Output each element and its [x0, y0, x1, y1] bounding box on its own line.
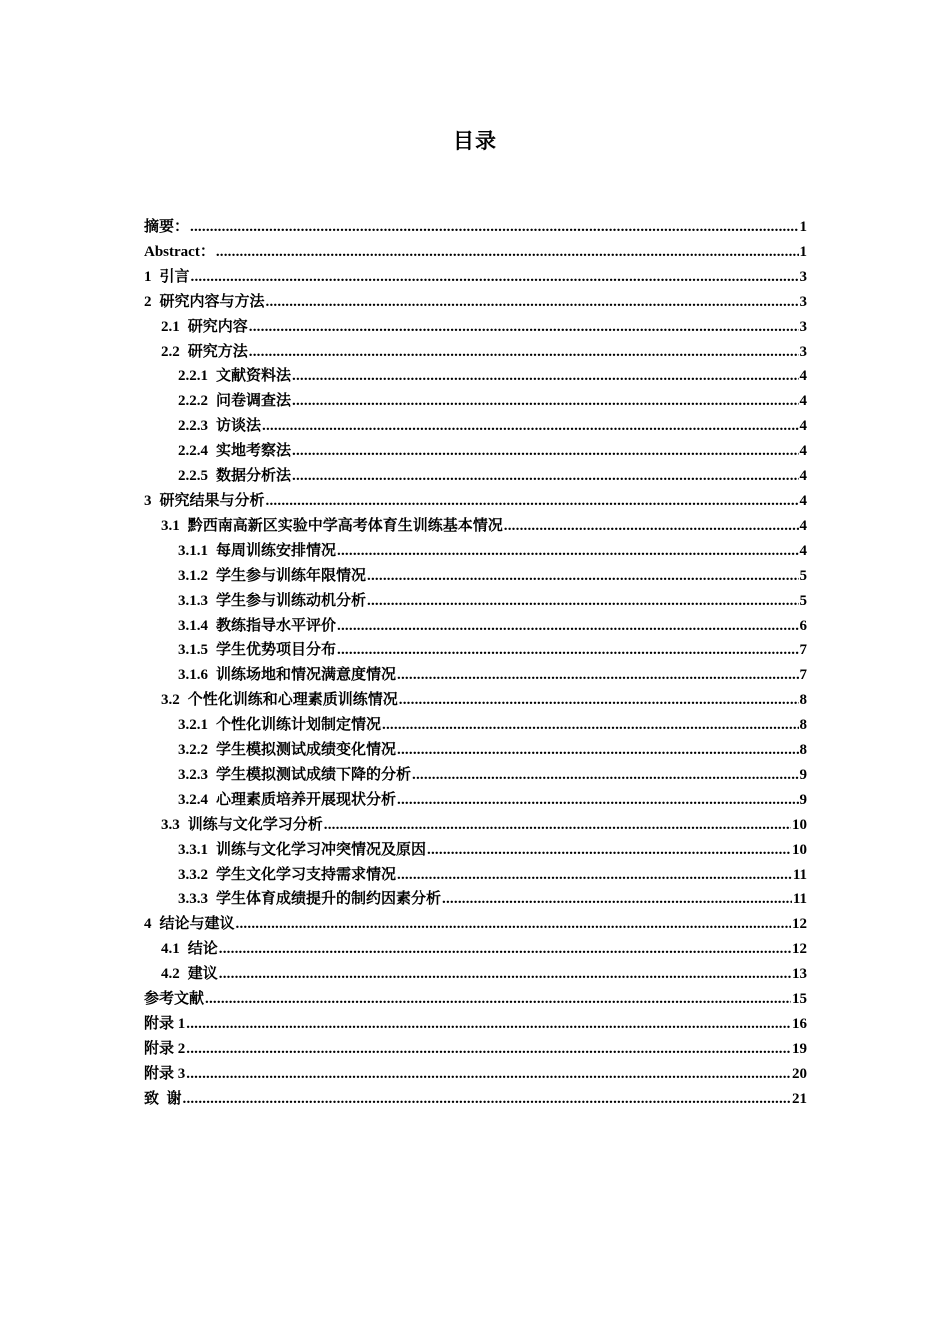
toc-entry[interactable] — [144, 912, 807, 937]
toc-entry[interactable] — [144, 713, 807, 738]
toc-entry[interactable] — [144, 1087, 807, 1112]
toc-entry-text: 访谈法 — [216, 418, 262, 435]
toc-entry-label — [161, 813, 323, 838]
toc-entry-label — [144, 265, 190, 290]
toc-entry-text: 训练场地和情况满意度情况 — [216, 667, 397, 684]
toc-entry-page-number: 1 — [799, 219, 807, 235]
toc-entry-label — [178, 614, 336, 639]
toc-entry[interactable] — [144, 215, 807, 240]
toc-entry-text: 学生模拟测试成绩变化情况 — [216, 742, 397, 759]
toc-entry-page-number: 12 — [792, 941, 807, 958]
toc-entry-number: 4 — [144, 916, 152, 933]
toc-entry-number: 3.1.4 — [178, 617, 208, 634]
toc-entry-page-number: 9 — [799, 766, 807, 783]
toc-entry-text: 摘要： — [144, 219, 190, 235]
toc-entry-number: 4.1 — [161, 941, 180, 958]
toc-entry[interactable] — [144, 240, 807, 265]
toc-entry[interactable] — [144, 962, 807, 987]
toc-entry-text: 学生参与训练动机分析 — [216, 592, 367, 609]
toc-entry-page-number: 1 — [799, 243, 807, 260]
toc-entry-page-number: 9 — [799, 791, 807, 808]
toc-entry-page-number: 11 — [792, 891, 807, 908]
toc-entry-text: 学生参与训练年限情况 — [216, 567, 367, 584]
toc-entry-text: 每周训练安排情况 — [216, 542, 337, 559]
toc-entry-number: 3.2.4 — [178, 791, 208, 808]
toc-entry[interactable] — [144, 290, 807, 315]
toc-entry-text: 学生体育成绩提升的制约因素分析 — [216, 891, 442, 908]
toc-entry-page-number: 7 — [799, 667, 807, 684]
dot-leader — [397, 738, 798, 763]
toc-entry-label — [178, 389, 291, 414]
table-of-contents — [144, 215, 807, 1112]
dot-leader — [504, 514, 799, 539]
toc-entry-label — [161, 962, 218, 987]
toc-entry-text: 实地考察法 — [216, 443, 292, 460]
toc-entry-text: 致 谢 — [144, 1090, 182, 1107]
toc-entry-text: 文献资料法 — [216, 368, 292, 385]
toc-entry-label — [144, 290, 265, 315]
toc-entry-number: 2.2.2 — [178, 393, 208, 410]
toc-entry-label — [178, 763, 411, 788]
toc-entry-number: 1 — [144, 268, 152, 285]
toc-entry-text: 心理素质培养开展现状分析 — [216, 791, 397, 808]
toc-entry-number: 2.2.1 — [178, 368, 208, 385]
dot-leader — [262, 414, 798, 439]
toc-entry-text: 引言 — [159, 268, 190, 285]
toc-entry-label — [144, 240, 215, 265]
dot-leader — [324, 813, 791, 838]
dot-leader — [292, 439, 798, 464]
dot-leader — [399, 688, 799, 713]
toc-entry-text: 结论 — [187, 941, 218, 958]
toc-entry-label — [144, 987, 204, 1012]
toc-entry-number: 4.2 — [161, 966, 180, 983]
toc-entry-text: 研究内容与方法 — [159, 293, 265, 310]
toc-entry-number: 3 — [144, 492, 152, 509]
toc-entry-label — [178, 539, 336, 564]
dot-leader — [183, 1087, 791, 1112]
toc-entry-number: 3.1.5 — [178, 642, 208, 659]
toc-entry[interactable] — [144, 364, 807, 389]
toc-entry-label — [144, 215, 189, 240]
dot-leader — [205, 987, 791, 1012]
toc-entry-number: 3.3.1 — [178, 841, 208, 858]
toc-entry[interactable] — [144, 614, 807, 639]
toc-entry-page-number: 4 — [799, 468, 807, 485]
toc-entry[interactable] — [144, 1037, 807, 1062]
toc-entry[interactable] — [144, 265, 807, 290]
dot-leader — [382, 713, 798, 738]
dot-leader — [337, 638, 798, 663]
toc-entry[interactable] — [144, 564, 807, 589]
dot-leader — [397, 788, 798, 813]
dot-leader — [367, 564, 798, 589]
toc-entry-label — [144, 1062, 185, 1087]
toc-entry-number: 3.1.2 — [178, 567, 208, 584]
toc-entry-page-number: 5 — [799, 567, 807, 584]
dot-leader — [186, 1062, 791, 1087]
toc-entry-number: 2.2.3 — [178, 418, 208, 435]
toc-entry-number: 2.2.5 — [178, 468, 208, 485]
toc-entry-page-number: 4 — [799, 492, 807, 509]
toc-entry-page-number: 7 — [799, 642, 807, 659]
toc-entry-text: 个性化训练计划制定情况 — [216, 717, 382, 734]
toc-entry-page-number: 8 — [799, 692, 807, 709]
toc-entry-label — [178, 464, 291, 489]
toc-entry-text: 黔西南高新区实验中学高考体育生训练基本情况 — [187, 517, 503, 534]
toc-entry-text: 附录 1 — [144, 1016, 186, 1032]
dot-leader — [266, 489, 799, 514]
dot-leader — [219, 937, 791, 962]
dot-leader — [367, 589, 798, 614]
dot-leader — [186, 1012, 791, 1037]
toc-entry-page-number: 10 — [792, 841, 807, 858]
toc-entry[interactable] — [144, 1012, 807, 1037]
toc-entry-label — [144, 1087, 182, 1112]
toc-entry-number: 2.1 — [161, 318, 180, 335]
toc-entry-number: 3.2.1 — [178, 717, 208, 734]
toc-entry-label — [161, 340, 248, 365]
toc-entry-label — [178, 414, 261, 439]
toc-entry-text: 研究方法 — [187, 343, 248, 360]
toc-entry-label — [178, 663, 396, 688]
toc-entry[interactable] — [144, 414, 807, 439]
toc-entry-page-number: 20 — [792, 1065, 807, 1082]
toc-entry-page-number: 3 — [799, 318, 807, 335]
toc-entry-text: 教练指导水平评价 — [216, 617, 337, 634]
toc-entry[interactable] — [144, 813, 807, 838]
toc-entry-label — [161, 315, 248, 340]
dot-leader — [249, 315, 799, 340]
toc-entry-text: 训练与文化学习分析 — [187, 816, 323, 833]
toc-entry[interactable] — [144, 514, 807, 539]
toc-entry-page-number: 3 — [799, 268, 807, 285]
toc-entry[interactable] — [144, 788, 807, 813]
toc-entry-label — [161, 514, 503, 539]
toc-entry-page-number: 4 — [799, 517, 807, 534]
toc-entry-number: 3.3 — [161, 816, 180, 833]
toc-entry[interactable] — [144, 763, 807, 788]
dot-leader — [292, 364, 798, 389]
toc-entry-number: 2.2 — [161, 343, 180, 360]
toc-entry-label — [178, 738, 396, 763]
toc-entry-text: 研究内容 — [187, 318, 248, 335]
dot-leader — [337, 539, 798, 564]
dot-leader — [219, 962, 791, 987]
toc-entry[interactable] — [144, 688, 807, 713]
toc-entry-number: 3.3.3 — [178, 891, 208, 908]
toc-entry-label — [178, 887, 441, 912]
toc-entry-label — [178, 713, 381, 738]
toc-entry-label — [178, 564, 366, 589]
toc-entry[interactable] — [144, 464, 807, 489]
toc-entry-label — [178, 364, 291, 389]
dot-leader — [412, 763, 798, 788]
toc-entry[interactable] — [144, 987, 807, 1012]
dot-leader — [266, 290, 799, 315]
toc-entry-text: 研究结果与分析 — [159, 492, 265, 509]
toc-entry-label — [161, 937, 218, 962]
toc-entry-page-number: 11 — [792, 866, 807, 883]
toc-entry-text: 数据分析法 — [216, 468, 292, 485]
toc-entry-text: 学生优势项目分布 — [216, 642, 337, 659]
toc-entry-page-number: 8 — [799, 717, 807, 734]
toc-entry[interactable] — [144, 937, 807, 962]
toc-entry-page-number: 8 — [799, 742, 807, 759]
toc-entry-label — [144, 1037, 185, 1062]
toc-entry-page-number: 4 — [799, 418, 807, 435]
toc-entry-text: 问卷调查法 — [216, 393, 292, 410]
toc-entry-page-number: 19 — [792, 1040, 807, 1057]
dot-leader — [397, 663, 798, 688]
toc-entry-page-number: 16 — [792, 1016, 807, 1032]
toc-entry[interactable] — [144, 638, 807, 663]
toc-entry[interactable] — [144, 663, 807, 688]
dot-leader — [216, 240, 799, 265]
toc-entry[interactable] — [144, 838, 807, 863]
toc-entry-number: 2 — [144, 293, 152, 310]
dot-leader — [249, 340, 799, 365]
toc-entry-number: 3.3.2 — [178, 866, 208, 883]
toc-entry-number: 3.2.2 — [178, 742, 208, 759]
toc-entry-page-number: 12 — [792, 916, 807, 933]
toc-entry-page-number: 4 — [799, 368, 807, 385]
toc-entry[interactable] — [144, 887, 807, 912]
toc-entry[interactable] — [144, 539, 807, 564]
toc-entry-page-number: 5 — [799, 592, 807, 609]
toc-entry-text: 个性化训练和心理素质训练情况 — [187, 692, 398, 709]
dot-leader — [191, 265, 799, 290]
toc-entry-number: 3.1.1 — [178, 542, 208, 559]
toc-entry-page-number: 13 — [792, 966, 807, 983]
dot-leader — [397, 863, 792, 888]
toc-entry-number: 3.1.3 — [178, 592, 208, 609]
toc-entry[interactable] — [144, 589, 807, 614]
page-title: 目录 — [453, 129, 497, 153]
toc-entry-label — [178, 439, 291, 464]
toc-entry-label — [178, 638, 336, 663]
toc-entry[interactable] — [144, 439, 807, 464]
toc-entry-page-number: 3 — [799, 343, 807, 360]
toc-entry-text: 附录 3 — [144, 1065, 186, 1082]
toc-entry[interactable] — [144, 1062, 807, 1087]
toc-entry-label — [178, 838, 426, 863]
toc-entry-page-number: 4 — [799, 393, 807, 410]
dot-leader — [442, 887, 792, 912]
toc-entry-text: 训练与文化学习冲突情况及原因 — [216, 841, 427, 858]
toc-entry-number: 3.1.6 — [178, 667, 208, 684]
toc-entry-page-number: 6 — [799, 617, 807, 634]
toc-entry-text: 附录 2 — [144, 1040, 186, 1057]
toc-entry-label — [161, 688, 398, 713]
toc-entry-text: 学生文化学习支持需求情况 — [216, 866, 397, 883]
toc-entry[interactable] — [144, 489, 807, 514]
toc-entry[interactable] — [144, 863, 807, 888]
toc-entry-page-number: 21 — [792, 1090, 807, 1107]
dot-leader — [186, 1037, 791, 1062]
toc-entry-number: 2.2.4 — [178, 443, 208, 460]
toc-entry-page-number: 4 — [799, 542, 807, 559]
toc-entry-number: 3.2.3 — [178, 766, 208, 783]
toc-entry-number: 3.2 — [161, 692, 180, 709]
toc-entry-label — [144, 489, 265, 514]
toc-entry-text: 建议 — [187, 966, 218, 983]
toc-entry-text: 参考文献 — [144, 991, 205, 1008]
dot-leader — [427, 838, 791, 863]
dot-leader — [337, 614, 798, 639]
toc-entry-number: 3.1 — [161, 517, 180, 534]
toc-entry[interactable] — [144, 738, 807, 763]
toc-entry-page-number: 4 — [799, 443, 807, 460]
toc-entry-label — [178, 589, 366, 614]
toc-entry-text: 结论与建议 — [159, 916, 235, 933]
dot-leader — [292, 389, 798, 414]
dot-leader — [236, 912, 791, 937]
toc-entry-label — [178, 788, 396, 813]
toc-entry-page-number: 15 — [792, 991, 807, 1008]
toc-entry-label — [178, 863, 396, 888]
toc-entry-text: 学生模拟测试成绩下降的分析 — [216, 766, 412, 783]
toc-entry-page-number: 3 — [799, 293, 807, 310]
toc-entry[interactable] — [144, 315, 807, 340]
dot-leader — [292, 464, 798, 489]
toc-entry-label — [144, 1012, 185, 1037]
toc-entry-label — [144, 912, 235, 937]
toc-entry-text: Abstract： — [144, 243, 215, 260]
toc-entry-page-number: 10 — [792, 816, 807, 833]
toc-entry[interactable] — [144, 340, 807, 365]
toc-entry[interactable] — [144, 389, 807, 414]
dot-leader — [190, 215, 798, 240]
